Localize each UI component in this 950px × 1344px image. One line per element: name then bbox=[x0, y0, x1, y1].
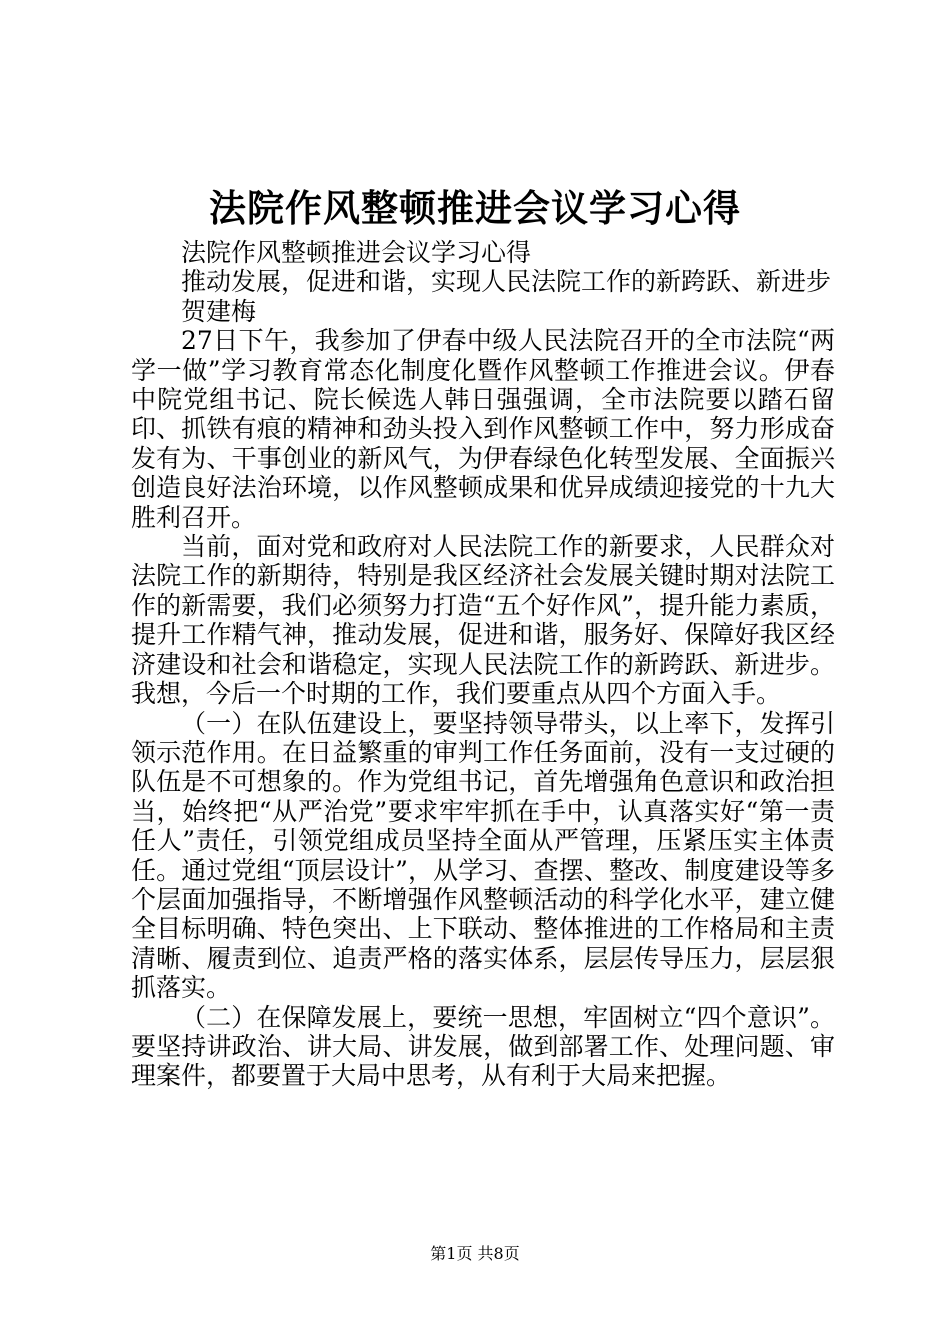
paragraph-subtitle: 推动发展，促进和谐，实现人民法院工作的新跨跃、新进步 bbox=[181, 267, 832, 297]
document-title: 法院作风整顿推进会议学习心得 bbox=[209, 186, 741, 230]
paragraph-author: 贺建梅 bbox=[181, 296, 257, 326]
paragraph-section-one: （一）在队伍建设上，要坚持领导带头，以上率下，发挥引领示范作用。在日益繁重的审判工作任务面前，没有一支过硬的队伍是不可想象的。作为党组书记，首先增强角色意识和政治担当，始终把“从严治党”要求牢牢抓在手中，认真落实好“第一责任人”责任，引领党组成员坚持全面从严管理，压紧压实主体责任。通过党组“顶层设计”，从学习、查摆、整改、制度建设等多个层面加强指导，不断增强作风整顿活动的科学化水平，建立健全目标明确、特色突出、上下联动、整体推进的工作格局和主责清晰、履责到位、追责严格的落实体系，层层传导压力，层层狠抓落实。 bbox=[131, 708, 835, 1003]
paragraph-section-two: （二）在保障发展上，要统一思想，牢固树立“四个意识”。要坚持讲政治、讲大局、讲发展，做到部署工作、处理问题、审理案件，都要置于大局中思考，从有利于大局来把握。 bbox=[131, 1002, 835, 1091]
paragraph-heading-repeat: 法院作风整顿推进会议学习心得 bbox=[181, 238, 532, 267]
document-body bbox=[131, 238, 835, 1091]
paragraph-current: 当前，面对党和政府对人民法院工作的新要求，人民群众对法院工作的新期待，特别是我区经济社会发展关键时期对法院工作的新需要，我们必须努力打造“五个好作风”，提升能力素质，提升工作精气神，推动发展，促进和谐，服务好、保障好我区经济建设和社会和谐稳定，实现人民法院工作的新跨跃、新进步。我想，今后一个时期的工作，我们要重点从四个方面入手。 bbox=[131, 532, 835, 709]
page-number: 第1页 共8页 bbox=[430, 1244, 520, 1263]
paragraph-meeting: 27日下午，我参加了伊春中级人民法院召开的全市法院“两学一做”学习教育常态化制度化暨作风整顿工作推进会议。伊春中院党组书记、院长候选人韩日强强调，全市法院要以踏石留印、抓铁有痕的精神和劲头投入到作风整顿工作中，努力形成奋发有为、干事创业的新风气，为伊春绿色化转型发展、全面振兴创造良好法治环境，以作风整顿成果和优异成绩迎接党的十九大胜利召开。 bbox=[131, 326, 835, 532]
